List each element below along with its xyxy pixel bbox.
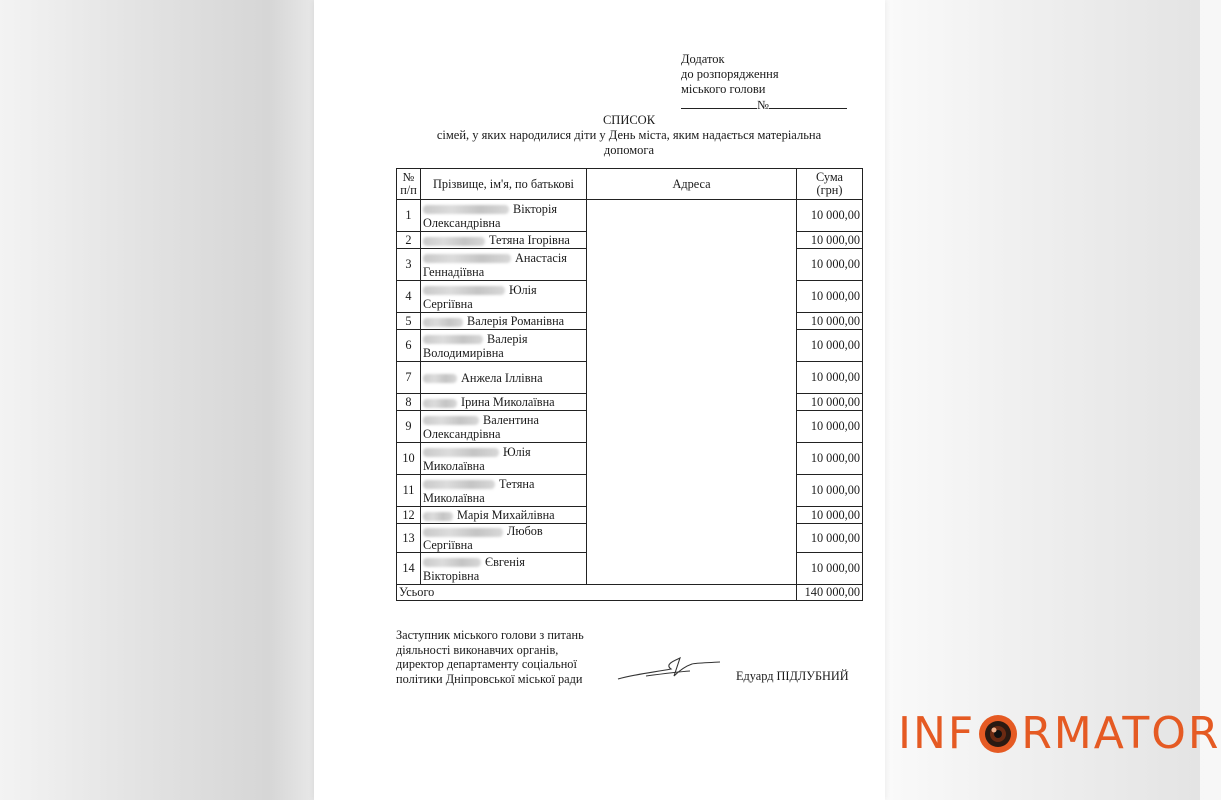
row-name [421, 281, 587, 313]
number-blank [769, 97, 847, 109]
row-number: 14 [397, 553, 421, 585]
appendix-line-1: Додаток [681, 52, 725, 66]
name-part-1: Юлія [509, 282, 537, 297]
row-sum: 10 000,00 [797, 411, 863, 443]
redacted-surname [423, 558, 481, 567]
row-sum: 10 000,00 [797, 507, 863, 524]
redacted-surname [423, 374, 457, 383]
redacted-surname [423, 335, 483, 344]
row-sum: 10 000,00 [797, 475, 863, 507]
total-row [397, 585, 863, 601]
signatory-line-4: політики Дніпровської міської ради [396, 671, 583, 686]
row-name [421, 443, 587, 475]
redacted-surname [423, 286, 505, 295]
row-number: 13 [397, 524, 421, 553]
recipients-table [396, 168, 863, 601]
name-part-2: Олександрівна [423, 426, 501, 441]
name-part-2: Миколаївна [423, 490, 485, 505]
row-name [421, 313, 587, 330]
redacted-surname [423, 512, 453, 521]
redacted-surname [423, 528, 503, 537]
name-part-1: Любов Сергіївна [423, 524, 543, 552]
row-name [421, 524, 587, 553]
row-number: 8 [397, 394, 421, 411]
redacted-surname [423, 480, 495, 489]
header-num: № п/п [397, 169, 421, 200]
row-number: 3 [397, 249, 421, 281]
row-sum: 10 000,00 [797, 362, 863, 394]
signatory-line-3: директор департаменту соціальної [396, 657, 577, 671]
redacted-surname [423, 448, 499, 457]
row-sum: 10 000,00 [797, 249, 863, 281]
row-name [421, 394, 587, 411]
row-name [421, 411, 587, 443]
name-part-2: Миколаївна [423, 458, 485, 473]
row-name [421, 475, 587, 507]
table-row [397, 200, 863, 232]
row-sum: 10 000,00 [797, 553, 863, 585]
name-part-1: Тетяна [499, 476, 535, 491]
signatory-line-2: діяльності виконавчих органів, [396, 642, 559, 657]
redacted-surname [423, 416, 479, 425]
row-number: 4 [397, 281, 421, 313]
row-name [421, 330, 587, 362]
logo-text-right: RMATOR [1021, 708, 1221, 759]
signer-name: Едуард ПІДЛУБНИЙ [736, 669, 849, 683]
row-sum: 10 000,00 [797, 313, 863, 330]
row-name [421, 507, 587, 524]
name-part-1: Анастасія [515, 250, 567, 265]
redacted-surname [423, 237, 485, 246]
list-heading: СПИСОК [602, 113, 656, 127]
name-part-1: Ірина Миколаївна [461, 395, 555, 409]
name-part-1: Марія Михайлівна [457, 508, 555, 522]
name-part-1: Юлія [503, 444, 531, 459]
row-sum: 10 000,00 [797, 232, 863, 249]
name-part-1: Валерія [487, 331, 528, 346]
list-subtitle-2: допомога [603, 143, 655, 157]
date-blank [681, 97, 757, 109]
address-cell-redacted [587, 200, 797, 585]
row-name [421, 232, 587, 249]
name-part-1: Анжела Іллівна [461, 370, 543, 385]
header-name: Прізвище, ім'я, по батькові [421, 169, 587, 200]
number-sign: № [757, 98, 769, 112]
handwritten-signature [616, 652, 728, 684]
informator-logo [898, 708, 1221, 759]
header-sum: Сума (грн) [797, 169, 863, 200]
appendix-line-3: міського голови [681, 82, 766, 96]
name-part-1: Валентина [483, 412, 539, 427]
name-part-2: Сергіївна [423, 296, 473, 311]
appendix-header [681, 52, 847, 113]
row-name [421, 249, 587, 281]
name-part-1: Валерія Романівна [467, 314, 565, 328]
row-name [421, 200, 587, 232]
redacted-surname [423, 318, 463, 327]
row-name [421, 553, 587, 585]
row-sum: 10 000,00 [797, 394, 863, 411]
eye-icon [976, 712, 1020, 756]
total-label: Усього [397, 585, 797, 601]
row-number: 2 [397, 232, 421, 249]
row-number: 12 [397, 507, 421, 524]
row-number: 10 [397, 443, 421, 475]
signatory-line-1: Заступник міського голови з питань [396, 628, 584, 642]
name-part-2: Вікторівна [423, 568, 480, 583]
row-sum: 10 000,00 [797, 330, 863, 362]
name-part-1: Вікторія [513, 201, 558, 216]
row-number: 9 [397, 411, 421, 443]
background-right [885, 0, 1200, 800]
appendix-line-2: до розпорядження [681, 67, 779, 81]
name-part-2: Олександрівна [423, 215, 501, 230]
row-number: 1 [397, 200, 421, 232]
list-subtitle-1: сімей, у яких народилися діти у День міста, яким надається матеріальна [436, 128, 822, 142]
redacted-surname [423, 254, 511, 263]
redacted-surname [423, 205, 509, 214]
total-sum: 140 000,00 [797, 585, 863, 601]
row-sum: 10 000,00 [797, 200, 863, 232]
row-number: 11 [397, 475, 421, 507]
name-part-2: Геннадіївна [423, 264, 485, 279]
table-header-row [397, 169, 863, 200]
row-number: 7 [397, 362, 421, 394]
row-sum: 10 000,00 [797, 524, 863, 553]
row-sum: 10 000,00 [797, 443, 863, 475]
row-number: 6 [397, 330, 421, 362]
redacted-surname [423, 399, 457, 408]
row-sum: 10 000,00 [797, 281, 863, 313]
name-part-1: Євгенія [485, 554, 525, 569]
signatory-position [396, 628, 584, 686]
row-number: 5 [397, 313, 421, 330]
row-name [421, 362, 587, 394]
appendix-number-line [681, 97, 847, 113]
name-part-1: Тетяна Ігорівна [489, 233, 570, 247]
logo-text-left: INF [898, 708, 976, 759]
header-address: Адреса [587, 169, 797, 200]
name-part-2: Володимирівна [423, 345, 504, 360]
